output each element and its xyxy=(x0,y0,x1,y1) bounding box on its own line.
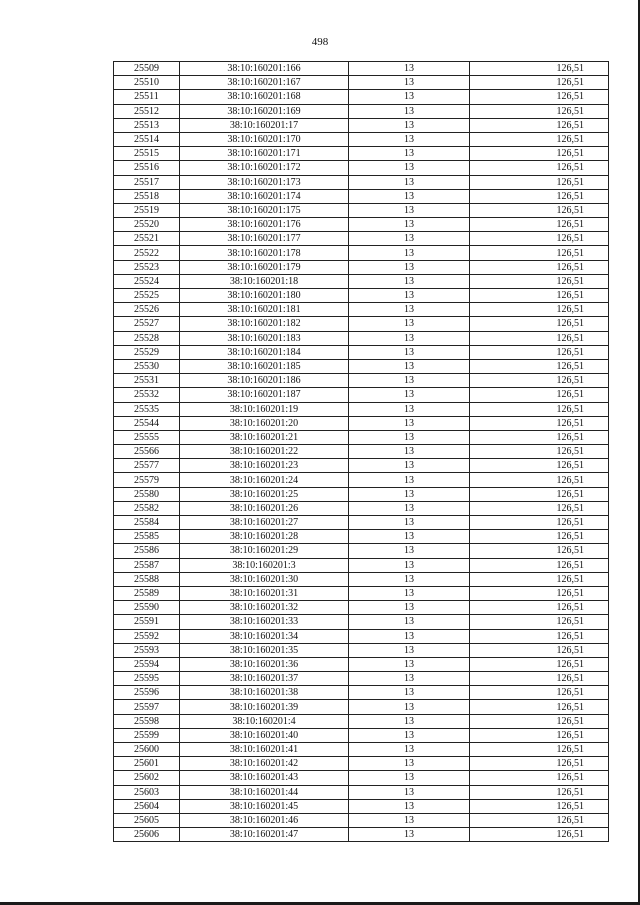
count-cell: 13 xyxy=(349,260,470,274)
amount-cell: 126,51 xyxy=(470,459,609,473)
amount-cell: 126,51 xyxy=(470,558,609,572)
record-number-cell: 25606 xyxy=(114,828,180,842)
table-row xyxy=(114,246,609,260)
table-row xyxy=(114,601,609,615)
record-number-cell: 25521 xyxy=(114,232,180,246)
amount-cell: 126,51 xyxy=(470,530,609,544)
amount-cell: 126,51 xyxy=(470,90,609,104)
table-row xyxy=(114,516,609,530)
table-row xyxy=(114,189,609,203)
table-row xyxy=(114,232,609,246)
data-table xyxy=(113,61,609,842)
record-number-cell: 25532 xyxy=(114,388,180,402)
amount-cell: 126,51 xyxy=(470,572,609,586)
table-row xyxy=(114,757,609,771)
cadastral-number-cell: 38:10:160201:175 xyxy=(180,203,349,217)
count-cell: 13 xyxy=(349,430,470,444)
amount-cell: 126,51 xyxy=(470,430,609,444)
amount-cell: 126,51 xyxy=(470,672,609,686)
count-cell: 13 xyxy=(349,757,470,771)
count-cell: 13 xyxy=(349,118,470,132)
count-cell: 13 xyxy=(349,601,470,615)
record-number-cell: 25566 xyxy=(114,445,180,459)
record-number-cell: 25527 xyxy=(114,317,180,331)
amount-cell: 126,51 xyxy=(470,132,609,146)
amount-cell: 126,51 xyxy=(470,544,609,558)
cadastral-number-cell: 38:10:160201:28 xyxy=(180,530,349,544)
cadastral-number-cell: 38:10:160201:4 xyxy=(180,714,349,728)
cadastral-number-cell: 38:10:160201:36 xyxy=(180,657,349,671)
table-row xyxy=(114,161,609,175)
record-number-cell: 25588 xyxy=(114,572,180,586)
cadastral-number-cell: 38:10:160201:173 xyxy=(180,175,349,189)
count-cell: 13 xyxy=(349,345,470,359)
record-number-cell: 25587 xyxy=(114,558,180,572)
table-row xyxy=(114,402,609,416)
cadastral-number-cell: 38:10:160201:41 xyxy=(180,743,349,757)
count-cell: 13 xyxy=(349,445,470,459)
record-number-cell: 25555 xyxy=(114,430,180,444)
record-number-cell: 25592 xyxy=(114,629,180,643)
amount-cell: 126,51 xyxy=(470,473,609,487)
record-number-cell: 25590 xyxy=(114,601,180,615)
table-row xyxy=(114,345,609,359)
amount-cell: 126,51 xyxy=(470,175,609,189)
amount-cell: 126,51 xyxy=(470,643,609,657)
count-cell: 13 xyxy=(349,586,470,600)
amount-cell: 126,51 xyxy=(470,813,609,827)
amount-cell: 126,51 xyxy=(470,501,609,515)
table-row xyxy=(114,303,609,317)
count-cell: 13 xyxy=(349,374,470,388)
cadastral-number-cell: 38:10:160201:168 xyxy=(180,90,349,104)
record-number-cell: 25601 xyxy=(114,757,180,771)
count-cell: 13 xyxy=(349,629,470,643)
record-number-cell: 25584 xyxy=(114,516,180,530)
cadastral-number-cell: 38:10:160201:35 xyxy=(180,643,349,657)
count-cell: 13 xyxy=(349,714,470,728)
record-number-cell: 25523 xyxy=(114,260,180,274)
record-number-cell: 25600 xyxy=(114,743,180,757)
record-number-cell: 25591 xyxy=(114,615,180,629)
amount-cell: 126,51 xyxy=(470,771,609,785)
table-row xyxy=(114,430,609,444)
table-body xyxy=(114,62,609,842)
cadastral-number-cell: 38:10:160201:43 xyxy=(180,771,349,785)
count-cell: 13 xyxy=(349,657,470,671)
count-cell: 13 xyxy=(349,799,470,813)
table-row xyxy=(114,501,609,515)
cadastral-number-cell: 38:10:160201:185 xyxy=(180,359,349,373)
count-cell: 13 xyxy=(349,76,470,90)
count-cell: 13 xyxy=(349,473,470,487)
cadastral-number-cell: 38:10:160201:37 xyxy=(180,672,349,686)
cadastral-number-cell: 38:10:160201:3 xyxy=(180,558,349,572)
count-cell: 13 xyxy=(349,402,470,416)
cadastral-number-cell: 38:10:160201:39 xyxy=(180,700,349,714)
count-cell: 13 xyxy=(349,785,470,799)
cadastral-number-cell: 38:10:160201:30 xyxy=(180,572,349,586)
cadastral-number-cell: 38:10:160201:183 xyxy=(180,331,349,345)
cadastral-number-cell: 38:10:160201:22 xyxy=(180,445,349,459)
cadastral-number-cell: 38:10:160201:46 xyxy=(180,813,349,827)
count-cell: 13 xyxy=(349,132,470,146)
table-row xyxy=(114,558,609,572)
amount-cell: 126,51 xyxy=(470,246,609,260)
table-row xyxy=(114,260,609,274)
count-cell: 13 xyxy=(349,813,470,827)
table-row xyxy=(114,473,609,487)
amount-cell: 126,51 xyxy=(470,62,609,76)
record-number-cell: 25513 xyxy=(114,118,180,132)
table-row xyxy=(114,132,609,146)
amount-cell: 126,51 xyxy=(470,657,609,671)
table-row xyxy=(114,416,609,430)
table-row xyxy=(114,459,609,473)
record-number-cell: 25530 xyxy=(114,359,180,373)
cadastral-number-cell: 38:10:160201:29 xyxy=(180,544,349,558)
cadastral-number-cell: 38:10:160201:31 xyxy=(180,586,349,600)
count-cell: 13 xyxy=(349,104,470,118)
count-cell: 13 xyxy=(349,544,470,558)
count-cell: 13 xyxy=(349,501,470,515)
amount-cell: 126,51 xyxy=(470,203,609,217)
amount-cell: 126,51 xyxy=(470,289,609,303)
table-row xyxy=(114,62,609,76)
record-number-cell: 25529 xyxy=(114,345,180,359)
record-number-cell: 25585 xyxy=(114,530,180,544)
count-cell: 13 xyxy=(349,700,470,714)
cadastral-number-cell: 38:10:160201:25 xyxy=(180,487,349,501)
table-row xyxy=(114,657,609,671)
cadastral-number-cell: 38:10:160201:26 xyxy=(180,501,349,515)
count-cell: 13 xyxy=(349,615,470,629)
cadastral-number-cell: 38:10:160201:42 xyxy=(180,757,349,771)
amount-cell: 126,51 xyxy=(470,686,609,700)
amount-cell: 126,51 xyxy=(470,232,609,246)
record-number-cell: 25589 xyxy=(114,586,180,600)
record-number-cell: 25599 xyxy=(114,728,180,742)
amount-cell: 126,51 xyxy=(470,118,609,132)
cadastral-number-cell: 38:10:160201:169 xyxy=(180,104,349,118)
cadastral-number-cell: 38:10:160201:40 xyxy=(180,728,349,742)
amount-cell: 126,51 xyxy=(470,218,609,232)
table-row xyxy=(114,388,609,402)
cadastral-number-cell: 38:10:160201:32 xyxy=(180,601,349,615)
count-cell: 13 xyxy=(349,161,470,175)
cadastral-number-cell: 38:10:160201:23 xyxy=(180,459,349,473)
count-cell: 13 xyxy=(349,317,470,331)
record-number-cell: 25582 xyxy=(114,501,180,515)
record-number-cell: 25522 xyxy=(114,246,180,260)
amount-cell: 126,51 xyxy=(470,743,609,757)
count-cell: 13 xyxy=(349,147,470,161)
count-cell: 13 xyxy=(349,487,470,501)
cadastral-number-cell: 38:10:160201:24 xyxy=(180,473,349,487)
amount-cell: 126,51 xyxy=(470,516,609,530)
count-cell: 13 xyxy=(349,516,470,530)
table-row xyxy=(114,90,609,104)
table-row xyxy=(114,218,609,232)
table-row xyxy=(114,813,609,827)
cadastral-number-cell: 38:10:160201:172 xyxy=(180,161,349,175)
count-cell: 13 xyxy=(349,771,470,785)
cadastral-number-cell: 38:10:160201:178 xyxy=(180,246,349,260)
amount-cell: 126,51 xyxy=(470,445,609,459)
cadastral-number-cell: 38:10:160201:187 xyxy=(180,388,349,402)
amount-cell: 126,51 xyxy=(470,317,609,331)
amount-cell: 126,51 xyxy=(470,601,609,615)
record-number-cell: 25598 xyxy=(114,714,180,728)
amount-cell: 126,51 xyxy=(470,76,609,90)
record-number-cell: 25604 xyxy=(114,799,180,813)
cadastral-number-cell: 38:10:160201:170 xyxy=(180,132,349,146)
count-cell: 13 xyxy=(349,828,470,842)
cadastral-number-cell: 38:10:160201:179 xyxy=(180,260,349,274)
record-number-cell: 25528 xyxy=(114,331,180,345)
count-cell: 13 xyxy=(349,388,470,402)
record-number-cell: 25525 xyxy=(114,289,180,303)
amount-cell: 126,51 xyxy=(470,799,609,813)
count-cell: 13 xyxy=(349,672,470,686)
amount-cell: 126,51 xyxy=(470,728,609,742)
count-cell: 13 xyxy=(349,416,470,430)
cadastral-number-cell: 38:10:160201:38 xyxy=(180,686,349,700)
record-number-cell: 25605 xyxy=(114,813,180,827)
amount-cell: 126,51 xyxy=(470,402,609,416)
cadastral-number-cell: 38:10:160201:34 xyxy=(180,629,349,643)
record-number-cell: 25594 xyxy=(114,657,180,671)
table-row xyxy=(114,118,609,132)
table-row xyxy=(114,104,609,118)
cadastral-number-cell: 38:10:160201:167 xyxy=(180,76,349,90)
table-row xyxy=(114,629,609,643)
table-row xyxy=(114,799,609,813)
count-cell: 13 xyxy=(349,62,470,76)
amount-cell: 126,51 xyxy=(470,161,609,175)
record-number-cell: 25596 xyxy=(114,686,180,700)
cadastral-number-cell: 38:10:160201:176 xyxy=(180,218,349,232)
cadastral-number-cell: 38:10:160201:186 xyxy=(180,374,349,388)
record-number-cell: 25535 xyxy=(114,402,180,416)
count-cell: 13 xyxy=(349,530,470,544)
count-cell: 13 xyxy=(349,175,470,189)
count-cell: 13 xyxy=(349,743,470,757)
amount-cell: 126,51 xyxy=(470,345,609,359)
page-number: 498 xyxy=(311,36,329,48)
amount-cell: 126,51 xyxy=(470,487,609,501)
record-number-cell: 25509 xyxy=(114,62,180,76)
table-row xyxy=(114,785,609,799)
table-row xyxy=(114,331,609,345)
table-row xyxy=(114,530,609,544)
count-cell: 13 xyxy=(349,289,470,303)
record-number-cell: 25514 xyxy=(114,132,180,146)
cadastral-number-cell: 38:10:160201:44 xyxy=(180,785,349,799)
cadastral-number-cell: 38:10:160201:45 xyxy=(180,799,349,813)
table-row xyxy=(114,374,609,388)
table-row xyxy=(114,203,609,217)
count-cell: 13 xyxy=(349,728,470,742)
cadastral-number-cell: 38:10:160201:18 xyxy=(180,274,349,288)
count-cell: 13 xyxy=(349,643,470,657)
count-cell: 13 xyxy=(349,303,470,317)
record-number-cell: 25580 xyxy=(114,487,180,501)
count-cell: 13 xyxy=(349,359,470,373)
record-number-cell: 25512 xyxy=(114,104,180,118)
cadastral-number-cell: 38:10:160201:166 xyxy=(180,62,349,76)
table-row xyxy=(114,317,609,331)
record-number-cell: 25593 xyxy=(114,643,180,657)
record-number-cell: 25544 xyxy=(114,416,180,430)
record-number-cell: 25595 xyxy=(114,672,180,686)
amount-cell: 126,51 xyxy=(470,700,609,714)
table-row xyxy=(114,147,609,161)
record-number-cell: 25526 xyxy=(114,303,180,317)
amount-cell: 126,51 xyxy=(470,828,609,842)
cadastral-number-cell: 38:10:160201:184 xyxy=(180,345,349,359)
count-cell: 13 xyxy=(349,572,470,586)
table-row xyxy=(114,359,609,373)
count-cell: 13 xyxy=(349,218,470,232)
amount-cell: 126,51 xyxy=(470,147,609,161)
amount-cell: 126,51 xyxy=(470,359,609,373)
record-number-cell: 25520 xyxy=(114,218,180,232)
record-number-cell: 25519 xyxy=(114,203,180,217)
amount-cell: 126,51 xyxy=(470,331,609,345)
table-row xyxy=(114,672,609,686)
record-number-cell: 25515 xyxy=(114,147,180,161)
table-row xyxy=(114,175,609,189)
record-number-cell: 25597 xyxy=(114,700,180,714)
cadastral-number-cell: 38:10:160201:27 xyxy=(180,516,349,530)
table-row xyxy=(114,544,609,558)
amount-cell: 126,51 xyxy=(470,189,609,203)
count-cell: 13 xyxy=(349,686,470,700)
record-number-cell: 25510 xyxy=(114,76,180,90)
table-row xyxy=(114,445,609,459)
cadastral-number-cell: 38:10:160201:17 xyxy=(180,118,349,132)
count-cell: 13 xyxy=(349,246,470,260)
record-number-cell: 25602 xyxy=(114,771,180,785)
count-cell: 13 xyxy=(349,189,470,203)
table-row xyxy=(114,828,609,842)
table-row xyxy=(114,728,609,742)
cadastral-number-cell: 38:10:160201:47 xyxy=(180,828,349,842)
cadastral-number-cell: 38:10:160201:174 xyxy=(180,189,349,203)
record-number-cell: 25579 xyxy=(114,473,180,487)
table-row xyxy=(114,714,609,728)
table-row xyxy=(114,743,609,757)
cadastral-number-cell: 38:10:160201:171 xyxy=(180,147,349,161)
table-row xyxy=(114,686,609,700)
amount-cell: 126,51 xyxy=(470,586,609,600)
amount-cell: 126,51 xyxy=(470,374,609,388)
amount-cell: 126,51 xyxy=(470,388,609,402)
record-number-cell: 25524 xyxy=(114,274,180,288)
table-row xyxy=(114,586,609,600)
record-number-cell: 25516 xyxy=(114,161,180,175)
amount-cell: 126,51 xyxy=(470,260,609,274)
count-cell: 13 xyxy=(349,232,470,246)
record-number-cell: 25511 xyxy=(114,90,180,104)
count-cell: 13 xyxy=(349,90,470,104)
amount-cell: 126,51 xyxy=(470,785,609,799)
count-cell: 13 xyxy=(349,274,470,288)
amount-cell: 126,51 xyxy=(470,714,609,728)
amount-cell: 126,51 xyxy=(470,303,609,317)
table-row xyxy=(114,700,609,714)
table-row xyxy=(114,643,609,657)
record-number-cell: 25603 xyxy=(114,785,180,799)
cadastral-number-cell: 38:10:160201:19 xyxy=(180,402,349,416)
cadastral-number-cell: 38:10:160201:20 xyxy=(180,416,349,430)
record-number-cell: 25577 xyxy=(114,459,180,473)
table-row xyxy=(114,274,609,288)
cadastral-number-cell: 38:10:160201:33 xyxy=(180,615,349,629)
table-row xyxy=(114,572,609,586)
amount-cell: 126,51 xyxy=(470,615,609,629)
cadastral-number-cell: 38:10:160201:180 xyxy=(180,289,349,303)
count-cell: 13 xyxy=(349,558,470,572)
record-number-cell: 25586 xyxy=(114,544,180,558)
cadastral-number-cell: 38:10:160201:181 xyxy=(180,303,349,317)
amount-cell: 126,51 xyxy=(470,757,609,771)
table-row xyxy=(114,289,609,303)
cadastral-number-cell: 38:10:160201:21 xyxy=(180,430,349,444)
table-row xyxy=(114,615,609,629)
amount-cell: 126,51 xyxy=(470,629,609,643)
count-cell: 13 xyxy=(349,331,470,345)
amount-cell: 126,51 xyxy=(470,104,609,118)
record-number-cell: 25518 xyxy=(114,189,180,203)
record-number-cell: 25531 xyxy=(114,374,180,388)
amount-cell: 126,51 xyxy=(470,274,609,288)
record-number-cell: 25517 xyxy=(114,175,180,189)
table-row xyxy=(114,76,609,90)
cadastral-number-cell: 38:10:160201:182 xyxy=(180,317,349,331)
count-cell: 13 xyxy=(349,459,470,473)
count-cell: 13 xyxy=(349,203,470,217)
table-row xyxy=(114,487,609,501)
amount-cell: 126,51 xyxy=(470,416,609,430)
table-row xyxy=(114,771,609,785)
cadastral-number-cell: 38:10:160201:177 xyxy=(180,232,349,246)
